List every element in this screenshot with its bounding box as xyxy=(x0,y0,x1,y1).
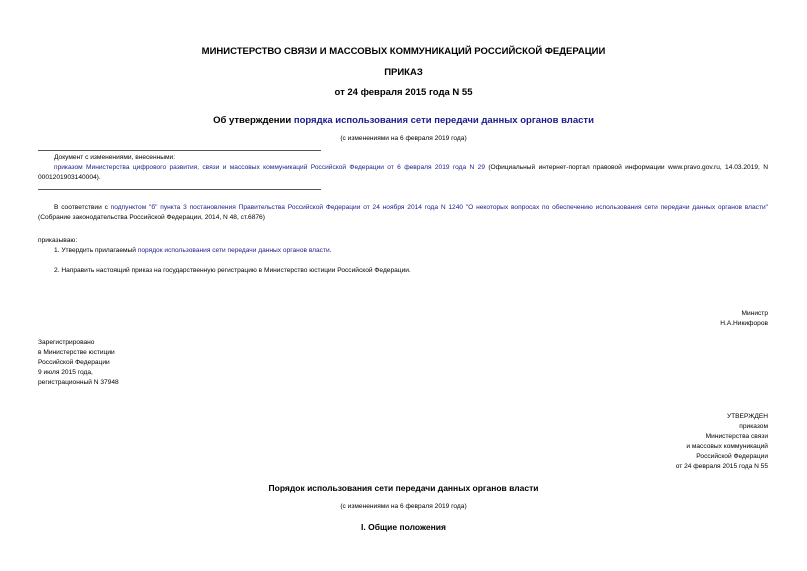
changes-rest: (Официальный интернет-портал правовой информации www.pravo.gov.ru, 14.03.2019, N 0001201903140004). xyxy=(38,164,768,181)
section-title: I. Общие положения xyxy=(361,522,446,532)
signature-name: Н.А.Никифоров xyxy=(720,320,768,327)
order-item-1-prefix: 1. Утвердить прилагаемый xyxy=(54,247,138,254)
approved-line: приказом xyxy=(739,423,768,430)
order-item-2: 2. Направить настоящий приказ на государственную регистрацию в Министерство юстиции Российской Федерации. xyxy=(54,267,411,274)
approved-line: УТВЕРЖДЕН xyxy=(726,413,768,420)
order-item-1-suffix: . xyxy=(329,247,332,254)
approved-block xyxy=(676,412,768,472)
preamble-link[interactable]: подпунктом "б" пункта 3 постановления Правительства Российской Федерации от 24 ноября 2014 года N 1240 "О некоторых вопросах по обеспечению использования сети передачи данных органов власти" xyxy=(110,204,769,211)
order-item-1-link[interactable]: порядок использования сети передачи данных органов власти xyxy=(137,247,330,254)
doc-date-number: от 24 февраля 2015 года N 55 xyxy=(334,87,473,98)
registration-line: в Министерстве юстиции xyxy=(38,349,115,356)
approved-line: Российской Федерации xyxy=(696,453,768,460)
signature-position: Министр xyxy=(741,310,768,317)
registration-block xyxy=(38,338,119,388)
preamble-prefix: В соответствии с xyxy=(54,204,111,211)
changes-top-rule xyxy=(38,150,321,151)
registration-line: Российской Федерации xyxy=(38,359,110,366)
annex-amend-note: (с изменениями на 6 февраля 2019 года) xyxy=(340,503,467,510)
approved-line: Министерства связи xyxy=(705,433,768,440)
doc-title xyxy=(0,115,807,126)
changes-bottom-rule xyxy=(38,189,321,190)
approved-line: и массовых коммуникаций xyxy=(686,443,768,450)
changes-link[interactable]: приказом Министерства цифрового развития, связи и массовых коммуникаций Российской Федерации от 6 февраля 2019 года N 29 xyxy=(54,164,485,171)
doc-type-heading: ПРИКАЗ xyxy=(384,67,423,78)
order-item-1 xyxy=(54,246,332,256)
amend-note: (с изменениями на 6 февраля 2019 года) xyxy=(340,135,467,142)
changes-line1: Документ с изменениями, внесенными: xyxy=(54,154,176,161)
doc-title-prefix: Об утверждении xyxy=(213,115,294,126)
order-word: приказываю: xyxy=(38,237,78,244)
preamble-rest: (Собрание законодательства Российской Федерации, 2014, N 48, ст.6876) xyxy=(38,214,265,221)
annex-title: Порядок использования сети передачи данных органов власти xyxy=(268,483,539,493)
preamble-text xyxy=(38,203,768,223)
registration-line: регистрационный N 37948 xyxy=(38,379,119,386)
ministry-heading: МИНИСТЕРСТВО СВЯЗИ И МАССОВЫХ КОММУНИКАЦИЙ РОССИЙСКОЙ ФЕДЕРАЦИИ xyxy=(201,46,606,57)
doc-title-link[interactable]: порядка использования сети передачи данных органов власти xyxy=(293,115,594,126)
registration-line: 9 июля 2015 года, xyxy=(38,369,93,376)
changes-text xyxy=(38,163,768,183)
approved-line: от 24 февраля 2015 года N 55 xyxy=(675,463,768,470)
registration-line: Зарегистрировано xyxy=(38,339,95,346)
